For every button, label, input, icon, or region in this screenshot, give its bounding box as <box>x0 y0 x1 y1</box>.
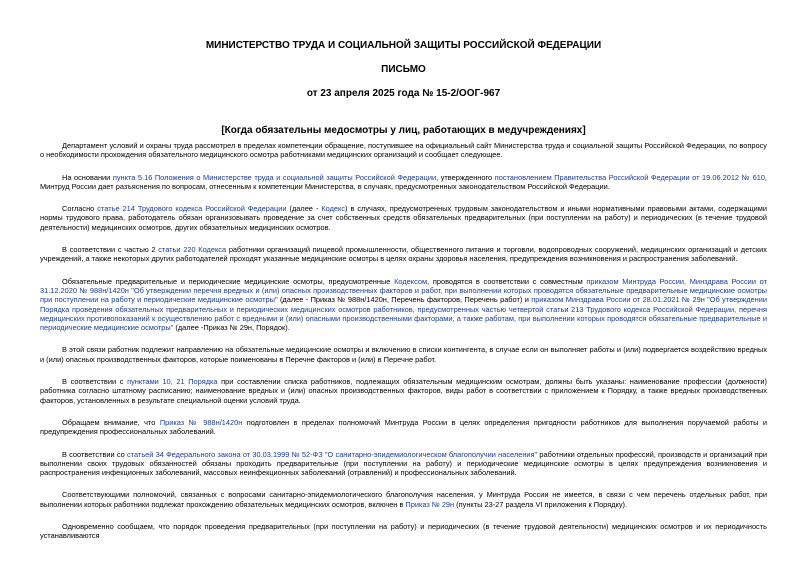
paragraph-3 <box>40 204 767 232</box>
paragraph-4 <box>40 245 767 264</box>
paragraph-5 <box>40 277 767 333</box>
paragraph-text: ) в случаях, предусмотренных трудовым законодательством и иными нормативными правовыми актами, содержащими нормы трудового права, работодатель обязан организовывать проведение за счет собственных средств обязательных предварительных (при поступлении на работу) и периодических (в течение трудовой деятельности) медицинских осмотров, других обязательных медицинских осмотров. <box>40 204 768 232</box>
paragraph-text: В соответствии с частью 2 <box>62 245 159 255</box>
paragraph-text: Одновременно сообщаем, что порядок проведения предварительных (при поступлении на работу) и периодических (в течение трудовой деятельности) медицинских осмотров и их периодичность устанавливаются <box>40 522 767 541</box>
link-federal-law-52fz[interactable]: статьей 34 Федерального закона от 30.03.1999 № 52-ФЗ "О санитарно-эпидемиологическом благополучии населения" <box>126 449 538 459</box>
paragraph-text: при составлении списка работников, подлежащих обязательным медицинским осмотрам, должны быть указаны: наименование профессии (должности) работника согласно штатному расписанию; наименование вредных и (или) опасных производственных факторов, виды работ в соответствии с приложением к Порядку, а также вредных производственных факторов, установленных в результате специальной оценки условий труда. <box>40 377 767 405</box>
link-labor-code-article-214[interactable]: статье 214 Трудового кодекса Российской Федерации <box>97 204 287 214</box>
paragraph-7 <box>40 377 767 405</box>
paragraph-text: , утвержденного <box>436 172 495 182</box>
paragraph-text: Обращаем внимание, что <box>62 417 160 427</box>
paragraph-text: На основании <box>62 172 113 182</box>
paragraph-text: (далее - Приказ № 988н/1420н, Перечень факторов, Перечень работ) и <box>277 295 532 305</box>
paragraph-text: Соответствующими полномочий, связанных с вопросами санитарно-эпидемиологического благополучия населения, у Минтруда России не имеется, в связи с чем перечень отдельных работ, при выполнении которых работники подлежат прохождению обязательных медицинских осмотров, включен в <box>40 490 767 509</box>
paragraph-text: (пункты 23-27 раздела VI приложения к Порядку). <box>454 499 628 509</box>
paragraph-6 <box>40 345 767 364</box>
link-code[interactable]: Кодексом <box>394 276 428 286</box>
paragraph-2 <box>40 173 767 192</box>
link-procedure-clauses[interactable]: пунктами 10, 21 Порядка <box>127 377 218 387</box>
paragraph-9 <box>40 450 767 478</box>
paragraph-text: Департамент условий и охраны труда рассмотрел в пределах компетенции обращение, поступившее на официальный сайт Министерства труда и социальной защиты Российской Федерации, по вопросу о необходимости прохождения обязательного медицинского осмотра работниками медицинских организаций и сообщает следующее. <box>40 141 767 160</box>
link-regulation-clause[interactable]: пункта 5.16 Положения о Министерстве труда и социальной защиты Российской Федерации <box>112 172 437 182</box>
paragraph-text: В соответствии со <box>62 449 127 459</box>
paragraph-10 <box>40 490 767 509</box>
paragraph-text: работники отдельных профессий, производств и организаций при выполнении своих трудовых обязанностей обязаны проходить предварительные (при поступлении на работу) и периодические медицинские осмотры в целях предупреждения возникновения и распространения инфекционных заболеваний, массовых неинфекционных заболеваний (отравлений) и профессиональных заболеваний. <box>40 449 767 478</box>
document-type: ПИСЬМО <box>381 64 426 75</box>
paragraph-1 <box>40 141 767 160</box>
paragraph-11 <box>40 522 767 541</box>
link-order-29n[interactable]: приказом Минздрава России от 28.01.2021 № 29н "Об утверждении Порядка проведения обязательных предварительных и периодических медицинских осмотров работников, предусмотренных частью четвертой статьи 213 Трудового кодекса Российской Федерации, перечня медицинских противопоказаний к осуществлению работ с вредными и (или) опасными производственными факторами, а также работам, при выполнении которых проводятся обязательные предварительные и периодические медицинские осмотры" <box>40 295 767 333</box>
paragraph-text: подготовлен в пределах полномочий Минтруда России в целях определения пригодности работников для выполнения поручаемой работы и предупреждения профессиональных заболеваний. <box>40 417 767 437</box>
paragraph-text: В этой связи работник подлежит направлению на обязательные медицинские осмотры и включению в списки контингента, в случае если он выполняет работы и (или) подвергается воздействию вредных и (или) опасных производственных факторов, которые поименованы в Перечне факторов и (или) в Перечне работ. <box>40 345 767 364</box>
link-order-988n-1420n[interactable]: приказом Минтруда России, Минздрава России от 31.12.2020 № 988н/1420н "Об утверждении перечня вредных и (или) опасных производственных факторов и работ, при выполнении которых проводятся обязательные предварительные медицинские осмотры при поступлении на работу и периодические медицинские осмотры" <box>40 276 767 305</box>
ministry-heading: МИНИСТЕРСТВО ТРУДА И СОЦИАЛЬНОЙ ЗАЩИТЫ РОССИЙСКОЙ ФЕДЕРАЦИИ <box>205 40 602 51</box>
paragraph-text: Согласно <box>62 204 98 214</box>
link-code-article-220[interactable]: статьи 220 Кодекса <box>158 245 227 255</box>
link-government-decree[interactable]: постановлением Правительства Российской Федерации от 19.06.2012 № 610 <box>494 172 765 182</box>
paragraph-text: В соответствии с <box>62 377 128 387</box>
link-order-29n[interactable]: Приказ № 29н <box>405 499 455 509</box>
paragraph-8 <box>40 418 767 437</box>
paragraph-text: (далее -Приказ № 29н, Порядок). <box>173 323 290 333</box>
document-date-number: от 23 апреля 2025 года № 15-2/ООГ-967 <box>306 88 501 99</box>
link-order-988n-1420n[interactable]: Приказ № 988н/1420н <box>159 417 243 427</box>
link-code[interactable]: Кодекс <box>321 204 346 214</box>
paragraph-text: , Минтруд России дает разъяснения по вопросам, отнесенным к компетенции Министерства, в случаях, предусмотренных законодательством Российской Федерации. <box>40 172 767 191</box>
document-body <box>40 141 767 554</box>
paragraph-text: , проводятся в соответствии с совместным <box>427 276 587 286</box>
paragraph-text: работники организаций пищевой промышленности, общественного питания и торговли, водопроводных сооружений, медицинских организаций и детских учреждений, а также некоторых других работодателей проходят указанные медицинские осмотры в целях охраны здоровья населения, предупреждения возникновения и распространения заболеваний. <box>40 245 767 264</box>
paragraph-text: Обязательные предварительные и периодические медицинские осмотры, предусмотренные <box>62 276 395 286</box>
paragraph-text: (далее - <box>286 204 322 214</box>
document-subject: [Когда обязательны медосмотры у лиц, работающих в медучреждениях] <box>221 125 586 136</box>
